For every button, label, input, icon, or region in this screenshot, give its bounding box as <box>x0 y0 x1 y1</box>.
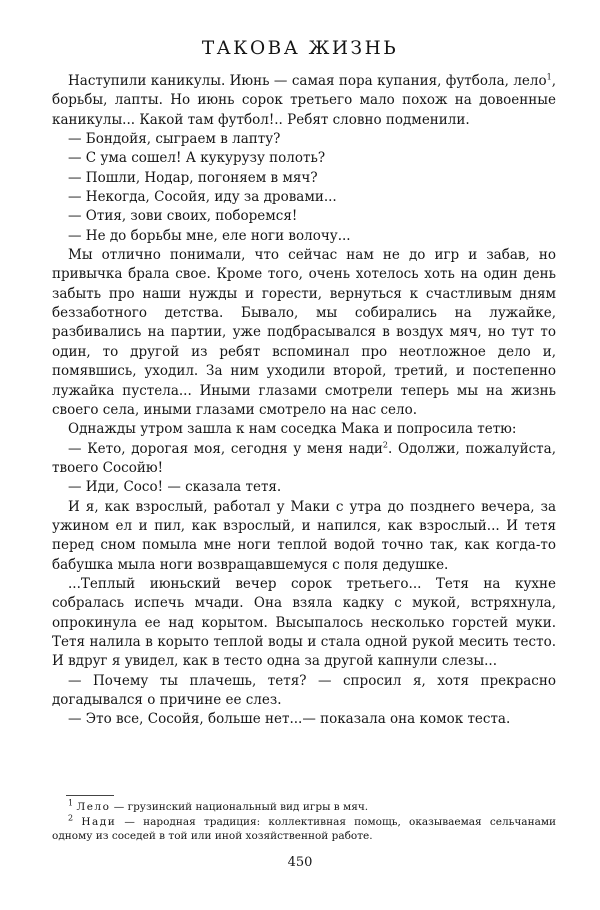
paragraph: ...Теплый июньский вечер сорок третьего... Тетя на кухне собралась испечь мчади. Она взяла кадку с мукой, встряхнула, опрокинула ее над корытом. Высыпалось несколько горстей муки. Тетя налила в корыто теплой воды и стала одной рукой месить тесто. И вдруг я увидел, как в тесто одна за другой капнули слезы... <box>52 575 556 670</box>
footnote-ref[interactable]: 1 <box>546 72 552 82</box>
dialogue-line: — Иди, Сосо! — сказала тетя. <box>68 479 282 496</box>
dialogue-line: — Пошли, Нодар, погоняем в мяч? <box>68 169 318 186</box>
footnotes <box>52 800 556 844</box>
dialogue-line: — С ума сошел! А кукурузу полоть? <box>68 150 326 167</box>
page-number: 450 <box>287 855 313 870</box>
paragraph: — Почему ты плачешь, тетя? — спросил я, хотя прекрасно догадывался о причине ее слез. <box>52 672 556 708</box>
dialogue-line: — Некогда, Сосойя, иду за дровами... <box>68 189 337 206</box>
paragraph: — Это все, Сосойя, больше нет...— показала она комок теста. <box>68 711 511 728</box>
footnote-1: $^1$ Лело — грузинский национальный вид игры в мяч. <box>68 798 369 813</box>
paragraph: — Кето, дорогая моя, сегодня у меня нади$^2$. Одолжи, пожалуйста, твоего Сосойю! <box>52 440 556 476</box>
chapter-title: ТАКОВА ЖИЗНЬ <box>201 38 399 59</box>
footnote-ref[interactable]: 2 <box>382 440 389 450</box>
dialogue-line: — Бондойя, сыграем в лапту? <box>68 131 281 148</box>
dialogue-line: — Отия, зови своих, поборемся! <box>68 208 298 225</box>
body-text <box>52 72 556 730</box>
paragraph: Мы отлично понимали, что сейчас нам не до игр и забав, но привычка брала свое. Кроме того, очень хотелось хоть на один день забыть про наши нужды и горести, вернуться к счастливым дням беззаботного детства. Бывало, мы собирались на лужайке, разбивались на партии, уже подбрасывался в воздух мяч, но тут то один, то другой из ребят вспоминал про неотложное дело и, помявшись, уходил. За ним уходили второй, третий, и постепенно лужайка пустела... Иными глазами смотрели теперь мы на жизнь своего села, иными глазами смотрело на нас село. <box>52 247 556 418</box>
dialogue-line: — Не до борьбы мне, еле ноги волочу... <box>68 227 351 244</box>
footnote-divider <box>66 795 114 796</box>
paragraph: И я, как взрослый, работал у Маки с утра до позднего вечера, за ужином ел и пил, как взрослый, и напился, как взрослый... И тетя перед сном помыла мне ноги теплой водой точно так, как когда-то бабушка мыла ноги возвращавшемуся с поля дедушке. <box>52 498 556 573</box>
footnote-2: $^2$ Нади — народная традиция: коллективная помощь, оказываемая сельчанами одному из соседей в той или иной хозяйственной работе. <box>52 813 556 843</box>
paragraph: Однажды утром зашла к нам соседка Мака и попросила тетю: <box>68 421 517 438</box>
paragraph: Наступили каникулы. Июнь — самая пора купания, футбола, лело$^1$, борьбы, лапты. Но июнь сорок третьего мало похож на довоенные каникулы... Какой там футбол!.. Ребят словно подменили. <box>52 72 556 128</box>
